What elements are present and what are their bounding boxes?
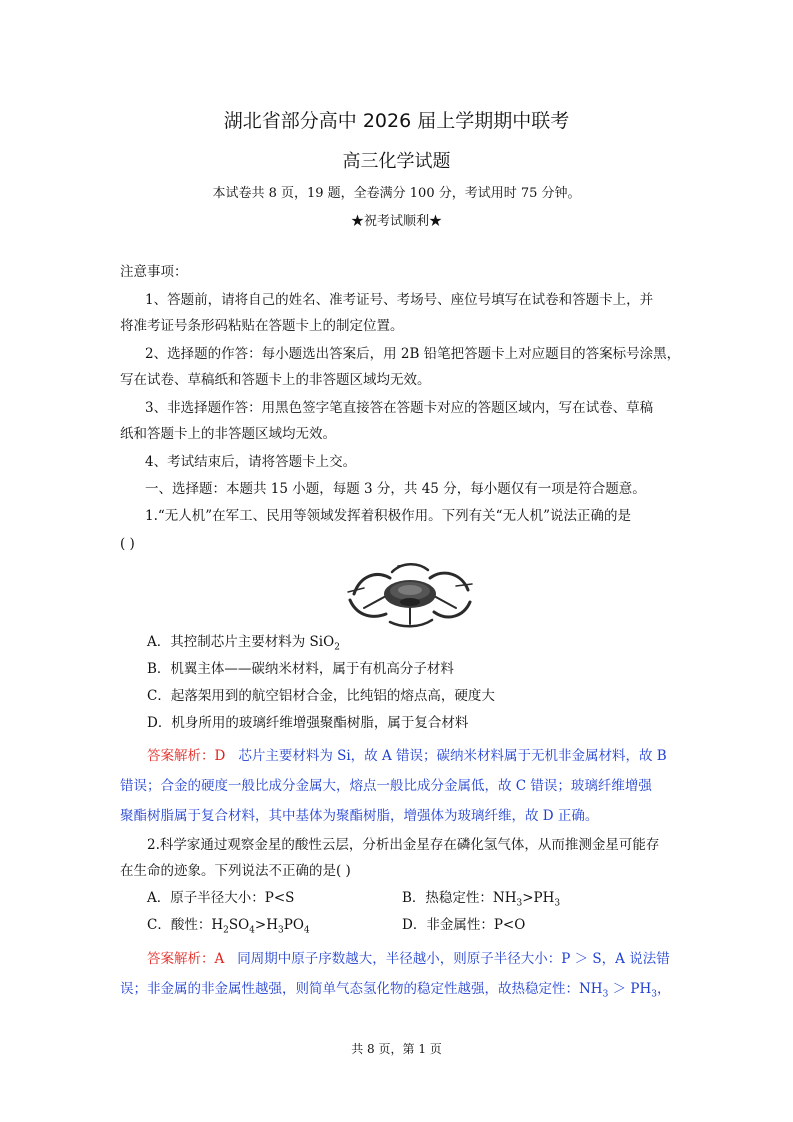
q1-answer-line-3: 聚酯树脂属于复合材料，其中基体为聚酯树脂，增强体为玻璃纤维，故 D 正确。 [120,808,599,824]
q2-option-c-mid2: >H [254,917,278,933]
note-2-line-2: 写在试卷、草稿纸和答题卡上的非答题区域均无效。 [120,372,431,388]
q1-stem-line-1: 1.“无人机”在军工、民用等领域发挥着积极作用。下列有关“无人机”说法正确的是 [145,508,631,524]
q1-answer-line-1 [147,746,667,766]
q2-option-c-sub4: 4 [303,925,310,936]
exam-subtitle: 高三化学试题 [342,151,451,172]
q1-answer-label: 答案解析：D [147,748,226,764]
note-3-line-1: 3、非选择题作答：用黑色签字笔直接答在答题卡对应的答题区域内，写在试卷、草稿 [145,400,654,416]
q1-option-c: C．起落架用到的航空铝材合金，比纯铝的熔点高，硬度大 [147,688,495,704]
q2-option-c-pre: C．酸性：H [147,917,224,933]
q2-answer-label: 答案解析：A [147,951,225,967]
q2-option-a: A．原子半径大小：P<S [147,890,295,906]
q2-answer-line-2-sub2: 3 [651,989,658,1000]
q2-option-c [147,915,310,941]
section-1-heading: 一、选择题：本题共 15 小题，每题 3 分，共 45 分，每小题仅有一项是符合题意。 [145,481,646,497]
q2-option-c-sub2: 4 [249,925,255,936]
exam-wish: ★祝考试顺利★ [350,214,442,229]
q2-option-c-mid3: PO [283,917,304,933]
q1-option-a-text: A．其控制芯片主要材料为 SiO [147,634,335,650]
q1-option-a-sub: 2 [334,642,340,653]
q2-option-c-sub1: 2 [223,925,229,936]
notes-heading: 注意事项： [120,264,188,280]
q2-option-c-sub3: 3 [278,925,284,936]
q2-option-c-mid1: SO [228,917,250,933]
note-3-line-2: 纸和答题卡上的非答题区域均无效。 [120,426,336,442]
q2-answer-line-2 [120,979,671,1005]
exam-title: 湖北省部分高中 2026 届上学期期中联考 [223,110,570,132]
q2-answer-line-2-pre: 误；非金属的非金属性越强，则简单气态氢化物的稳定性越强，故热稳定性：NH [120,981,603,997]
q2-option-b-pre: B．热稳定性：NH [402,890,517,906]
note-1-line-2: 将准考证号条形码粘贴在答题卡上的制定位置。 [120,318,404,334]
q2-answer-line-2-sub1: 3 [602,989,609,1000]
note-1-line-1: 1、答题前，请将自己的姓名、准考证号、考场号、座位号填写在试卷和答题卡上，并 [145,292,654,308]
q2-option-d: D．非金属性：P<O [402,917,526,933]
note-2-line-1: 2、选择题的作答：每小题选出答案后，用 2B 铅笔把答题卡上对应题目的答案标号涂黑， [145,346,681,362]
q1-answer-text-1: 芯片主要材料为 Si，故 A 错误；碳纳米材料属于无机非金属材料，故 B [238,748,667,764]
drone-image [346,562,474,628]
q1-answer-line-2: 错误；合金的硬度一般比成分金属大，熔点一般比成分金属低，故 C 错误；玻璃纤维增强 [120,778,652,794]
q2-stem-line-1: 2.科学家通过观察金星的酸性云层，分析出金星存在磷化氢气体，从而推测金星可能存 [147,837,660,853]
page-footer: 共 8 页，第 1 页 [351,1042,442,1056]
exam-info: 本试卷共 8 页，19 题，全卷满分 100 分，考试用时 75 分钟。 [212,186,581,201]
q2-option-b [402,888,560,914]
q2-option-b-sub2: 3 [554,898,561,909]
q2-answer-line-1 [147,949,670,969]
q1-option-a [147,632,340,658]
q2-answer-text-1: 同周期中原子序数越大，半径越小，则原子半径大小：P ＞ S，A 说法错 [237,951,670,967]
q1-stem-line-2: ( ) [120,536,135,552]
q2-answer-line-2-end: ， [657,981,671,997]
q2-answer-line-2-mid: ＞ PH [608,981,652,997]
q2-option-b-mid: >PH [522,890,555,906]
q2-option-b-sub1: 3 [516,898,523,909]
q1-option-b: B．机翼主体——碳纳米材料，属于有机高分子材料 [147,661,454,677]
note-4: 4、考试结束后，请将答题卡上交。 [145,454,357,470]
q2-stem-line-2: 在生命的迹象。下列说法不正确的是( ) [120,863,351,879]
q1-option-d: D．机身所用的玻璃纤维增强聚酯树脂，属于复合材料 [147,715,469,731]
